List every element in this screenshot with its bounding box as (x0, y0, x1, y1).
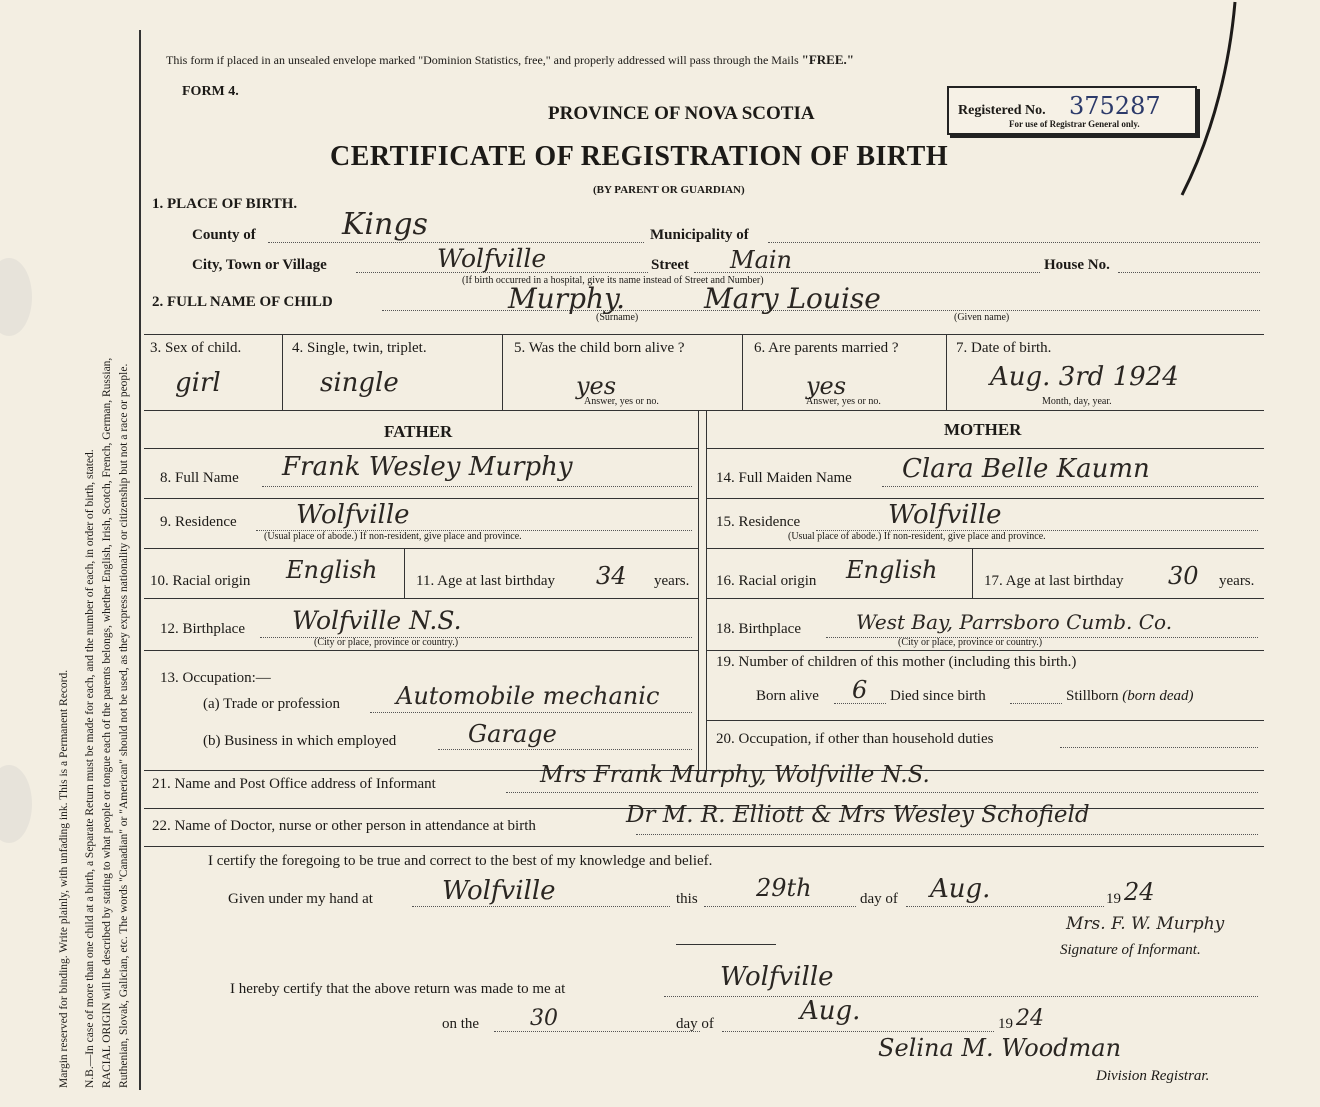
certify-divider (676, 944, 776, 945)
father-name-label: 8. Full Name (160, 470, 239, 486)
registrar-year-prefix: 19 (998, 1016, 1013, 1032)
mother-occupation-label: 20. Occupation, if other than household duties (716, 731, 994, 747)
date-of-birth-label: 7. Date of birth. (956, 340, 1052, 356)
date-of-birth-caption: Month, day, year. (1042, 396, 1112, 407)
given-under-hand-label: Given under my hand at (228, 891, 373, 907)
certificate-subtitle: (BY PARENT OR GUARDIAN) (593, 184, 745, 196)
house-number-label: House No. (1044, 257, 1110, 273)
parents-married-value: yes (806, 372, 847, 400)
street-value: Main (730, 246, 793, 274)
sex-label: 3. Sex of child. (150, 340, 242, 356)
street-label: Street (651, 257, 690, 273)
certify-year-prefix: 19 (1106, 891, 1121, 907)
father-residence-note: (Usual place of abode.) If non-resident, give place and province. (264, 531, 522, 542)
mother-birthplace-label: 18. Birthplace (716, 621, 801, 637)
binding-margin-rule (139, 30, 141, 1090)
sex-value: girl (175, 368, 221, 398)
informant-signature-caption: Signature of Informant. (1060, 942, 1201, 958)
registrar-year-value: 24 (1016, 1006, 1044, 1031)
doctor-value: Dr M. R. Elliott & Mrs Wesley Schofield (626, 802, 1090, 828)
mother-name-value: Clara Belle Kaumn (902, 454, 1150, 484)
father-trade-label: (a) Trade or profession (203, 696, 341, 712)
mother-heading: MOTHER (944, 420, 1022, 439)
born-alive-value: yes (576, 372, 617, 400)
certify-year-value: 24 (1124, 878, 1155, 906)
informant-value: Mrs Frank Murphy, Wolfville N.S. (540, 762, 930, 788)
margin-note-racial-origin: RACIAL ORIGIN will be described by stating to what people or tongue each of the parents belongs, whether English, Irish, Scotch, French, German, Russian, (101, 357, 113, 1088)
mother-name-label: 14. Full Maiden Name (716, 470, 852, 486)
plurality-label: 4. Single, twin, triplet. (292, 340, 427, 356)
parents-married-label: 6. Are parents married ? (754, 340, 899, 356)
father-occupation-label: 13. Occupation:— (160, 670, 271, 686)
mother-age-value: 30 (1168, 562, 1199, 590)
father-residence-label: 9. Residence (160, 514, 237, 530)
mother-residence-note: (Usual place of abode.) If non-resident, give place and province. (788, 531, 1046, 542)
mother-racial-value: English (846, 556, 938, 584)
hospital-note: (If birth occurred in a hospital, give its name instead of Street and Number) (462, 275, 764, 286)
city-label: City, Town or Village (192, 257, 327, 273)
municipality-label: Municipality of (650, 227, 749, 243)
born-alive-count-label: Born alive (756, 688, 819, 704)
father-racial-value: English (286, 556, 378, 584)
registered-number-note: For use of Registrar General only. (1009, 119, 1140, 129)
mother-children-label: 19. Number of children of this mother (including this birth.) (716, 654, 1077, 670)
father-heading: FATHER (384, 422, 453, 441)
born-alive-label: 5. Was the child born alive ? (514, 340, 685, 356)
registrar-day-of-label: day of (676, 1016, 714, 1032)
father-business-value: Garage (468, 720, 557, 748)
punch-hole-top (0, 258, 32, 336)
father-age-unit: years. (654, 573, 690, 589)
mother-residence-label: 15. Residence (716, 514, 801, 530)
child-surname-value: Murphy. (508, 282, 626, 315)
plurality-value: single (320, 368, 399, 398)
certify-day-of-label: day of (860, 891, 898, 907)
mother-racial-label: 16. Racial origin (716, 573, 817, 589)
surname-caption: (Surname) (596, 312, 639, 323)
stillborn-label (1066, 688, 1194, 705)
mother-age-label: 17. Age at last birthday (984, 573, 1124, 589)
certificate-title: CERTIFICATE OF REGISTRATION OF BIRTH (330, 141, 949, 172)
pen-stroke (1170, 0, 1250, 200)
registered-number-value: 375287 (1069, 92, 1161, 120)
mother-birthplace-note: (City or place, province or country.) (898, 637, 1043, 648)
informant-signature: Mrs. F. W. Murphy (1066, 914, 1225, 934)
registered-number-box (947, 86, 1197, 135)
doctor-label: 22. Name of Doctor, nurse or other person in attendance at birth (152, 818, 536, 834)
born-alive-count-value: 6 (852, 676, 868, 704)
informant-label: 21. Name and Post Office address of Informant (152, 776, 436, 792)
certify-month-value: Aug. (930, 874, 991, 904)
form-number: FORM 4. (182, 84, 239, 99)
registrar-on-label: on the (442, 1016, 480, 1032)
mail-notice (166, 52, 854, 68)
father-residence-value: Wolfville (296, 500, 410, 530)
father-birthplace-note: (City or place, province or country.) (314, 637, 459, 648)
given-place-value: Wolfville (442, 876, 556, 906)
mail-notice-free: "FREE." (801, 52, 854, 67)
registrar-signature: Selina M. Woodman (878, 1034, 1122, 1062)
father-birthplace-label: 12. Birthplace (160, 621, 245, 637)
informant-certification: I certify the foregoing to be true and correct to the best of my knowledge and belief. (208, 853, 713, 869)
father-name-value: Frank Wesley Murphy (282, 452, 573, 482)
registrar-day-value: 30 (530, 1006, 558, 1031)
mail-notice-text: This form if placed in an unsealed envelope marked "Dominion Statistics, free," and properly addressed will pass through the Mails (166, 53, 802, 67)
certify-day-value: 29th (756, 874, 812, 902)
province-heading: PROVINCE OF NOVA SCOTIA (548, 103, 815, 124)
place-of-birth-heading: 1. PLACE OF BIRTH. (152, 196, 298, 212)
stillborn-label-text: Stillborn (1066, 688, 1119, 704)
stillborn-note: (born dead) (1122, 688, 1194, 704)
father-birthplace-value: Wolfville N.S. (292, 606, 462, 635)
mother-residence-value: Wolfville (888, 500, 1002, 530)
mother-age-unit: years. (1219, 573, 1255, 589)
registered-number-label: Registered No. (958, 103, 1046, 118)
given-name-caption: (Given name) (954, 312, 1010, 323)
this-label: this (676, 891, 698, 907)
margin-note-binding: Margin reserved for binding. Write plainly, with unfading ink. This is a Permanent Record. (58, 669, 70, 1088)
mother-birthplace-value: West Bay, Parrsboro Cumb. Co. (856, 610, 1173, 634)
county-label: County of (192, 227, 256, 243)
born-alive-caption: Answer, yes or no. (584, 396, 659, 407)
registrar-month-value: Aug. (800, 996, 861, 1026)
registrar-signature-caption: Division Registrar. (1096, 1068, 1210, 1084)
registrar-place-value: Wolfville (720, 962, 834, 992)
date-of-birth-value: Aug. 3rd 1924 (990, 362, 1179, 392)
father-racial-label: 10. Racial origin (150, 573, 251, 589)
child-given-name-value: Mary Louise (704, 282, 881, 315)
city-value: Wolfville (437, 244, 547, 273)
punch-hole-bottom (0, 765, 32, 843)
county-value: Kings (342, 207, 428, 242)
died-since-birth-label: Died since birth (890, 688, 986, 704)
father-business-label: (b) Business in which employed (203, 733, 397, 749)
father-age-label: 11. Age at last birthday (416, 573, 555, 589)
parents-married-caption: Answer, yes or no. (806, 396, 881, 407)
margin-note-multiple-births: N.B.—In case of more than one child at a birth, a Separate Return must be made for each, and the number of each, in order of birth, stated. (84, 449, 96, 1088)
father-trade-value: Automobile mechanic (396, 682, 660, 710)
child-name-label: 2. FULL NAME OF CHILD (152, 294, 333, 310)
father-age-value: 34 (596, 562, 627, 590)
registrar-statement: I hereby certify that the above return was made to me at (230, 981, 566, 997)
margin-note-racial-origin-cont: Ruthenian, Slovak, Galician, etc. The words "Canadian" or "American" should not be used, as they express nationality or citizenship but not a race or people. (118, 363, 130, 1088)
